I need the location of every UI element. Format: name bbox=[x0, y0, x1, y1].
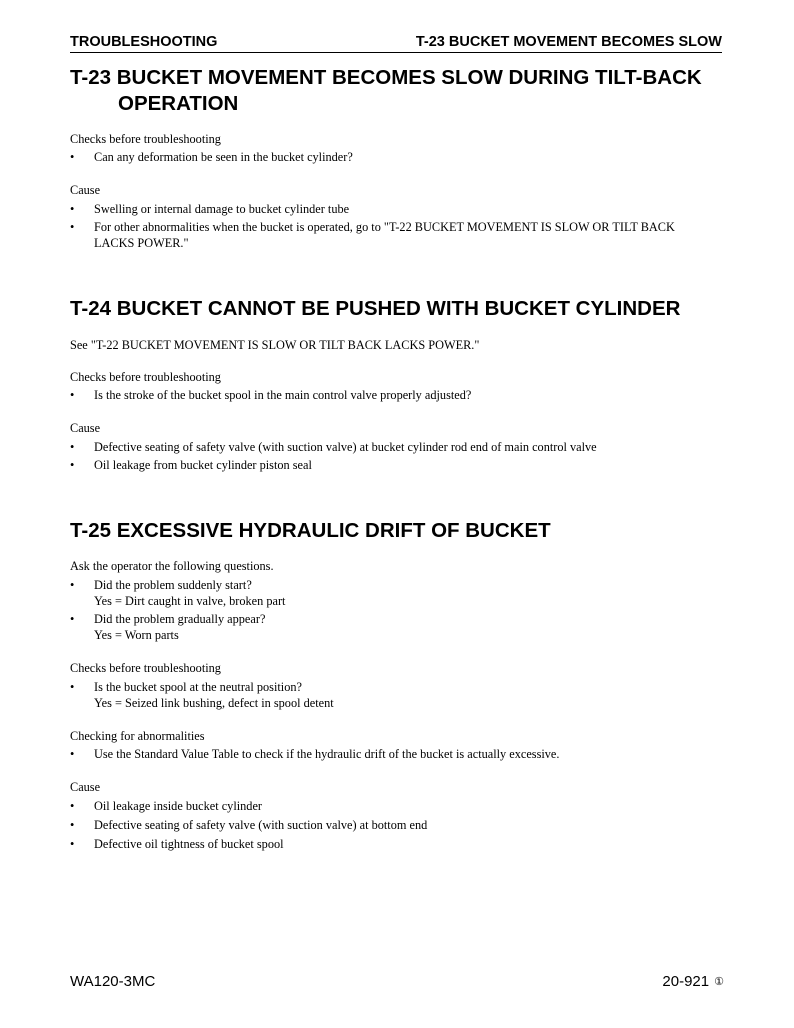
t24-cause-label: Cause bbox=[70, 421, 101, 435]
bullet-icon: • bbox=[70, 220, 75, 234]
footer-page bbox=[662, 973, 724, 990]
t24-cause-text: Defective seating of safety valve (with suction valve) at bucket cylinder rod end of main control valve bbox=[94, 440, 597, 454]
bullet-icon: • bbox=[70, 578, 75, 592]
t25-title: T-25 EXCESSIVE HYDRAULIC DRIFT OF BUCKET bbox=[70, 519, 551, 542]
t23-cause-text-cont: LACKS POWER." bbox=[94, 236, 189, 250]
bullet-icon: • bbox=[70, 458, 75, 472]
bullet-icon: • bbox=[70, 440, 75, 454]
bullet-icon: • bbox=[70, 150, 75, 164]
header-topic: T-23 BUCKET MOVEMENT BECOMES SLOW bbox=[415, 34, 722, 50]
footer-model: WA120-3MC bbox=[70, 973, 156, 990]
t25-cause-text: Defective oil tightness of bucket spool bbox=[94, 837, 284, 851]
t24-check-text: Is the stroke of the bucket spool in the main control valve properly adjusted? bbox=[94, 388, 472, 402]
bullet-icon: • bbox=[70, 837, 75, 851]
bullet-icon: • bbox=[70, 202, 75, 216]
t25-cause-text: Defective seating of safety valve (with suction valve) at bottom end bbox=[94, 818, 428, 832]
t25-question-answer: Yes = Worn parts bbox=[94, 628, 179, 642]
bullet-icon: • bbox=[70, 818, 75, 832]
t24-see-text: See "T-22 BUCKET MOVEMENT IS SLOW OR TILT BACK LACKS POWER." bbox=[70, 338, 480, 352]
t25-question-answer: Yes = Dirt caught in valve, broken part bbox=[94, 594, 286, 608]
bullet-icon: • bbox=[70, 388, 75, 402]
t25-abn-text: Use the Standard Value Table to check if the hydraulic drift of the bucket is actually excessive. bbox=[94, 747, 560, 761]
page-number: 20-921 bbox=[662, 973, 710, 990]
revision-mark-icon: ① bbox=[714, 976, 724, 988]
t23-title bbox=[70, 65, 702, 117]
t23-title-line2: OPERATION bbox=[118, 92, 239, 115]
header-section: TROUBLESHOOTING bbox=[70, 34, 218, 50]
t24-cause-text: Oil leakage from bucket cylinder piston seal bbox=[94, 458, 312, 472]
t25-ask-label: Ask the operator the following questions. bbox=[70, 559, 274, 573]
t25-check-answer: Yes = Seized link bushing, defect in spool detent bbox=[94, 696, 334, 710]
t23-checks-label: Checks before troubleshooting bbox=[70, 132, 221, 146]
bullet-icon: • bbox=[70, 680, 75, 694]
t23-check-text: Can any deformation be seen in the bucket cylinder? bbox=[94, 150, 353, 164]
t25-check-text: Is the bucket spool at the neutral position? bbox=[94, 680, 302, 694]
t25-abn-label: Checking for abnormalities bbox=[70, 729, 205, 743]
bullet-icon: • bbox=[70, 747, 75, 761]
t23-cause-text: Swelling or internal damage to bucket cylinder tube bbox=[94, 202, 350, 216]
t23-title-line1: T-23 BUCKET MOVEMENT BECOMES SLOW DURING TILT-BACK bbox=[70, 66, 702, 89]
bullet-icon: • bbox=[70, 612, 75, 626]
t24-title: T-24 BUCKET CANNOT BE PUSHED WITH BUCKET CYLINDER bbox=[70, 297, 681, 320]
t25-cause-text: Oil leakage inside bucket cylinder bbox=[94, 799, 262, 813]
t25-question-text: Did the problem suddenly start? bbox=[94, 578, 252, 592]
t24-checks-label: Checks before troubleshooting bbox=[70, 370, 221, 384]
t23-cause-text: For other abnormalities when the bucket is operated, go to "T-22 BUCKET MOVEMENT IS SLOW OR TILT BACK bbox=[94, 220, 675, 234]
t25-question-text: Did the problem gradually appear? bbox=[94, 612, 266, 626]
page-header bbox=[70, 34, 722, 53]
t25-cause-label: Cause bbox=[70, 780, 101, 794]
t23-cause-label: Cause bbox=[70, 183, 101, 197]
bullet-icon: • bbox=[70, 799, 75, 813]
t25-checks-label: Checks before troubleshooting bbox=[70, 661, 221, 675]
